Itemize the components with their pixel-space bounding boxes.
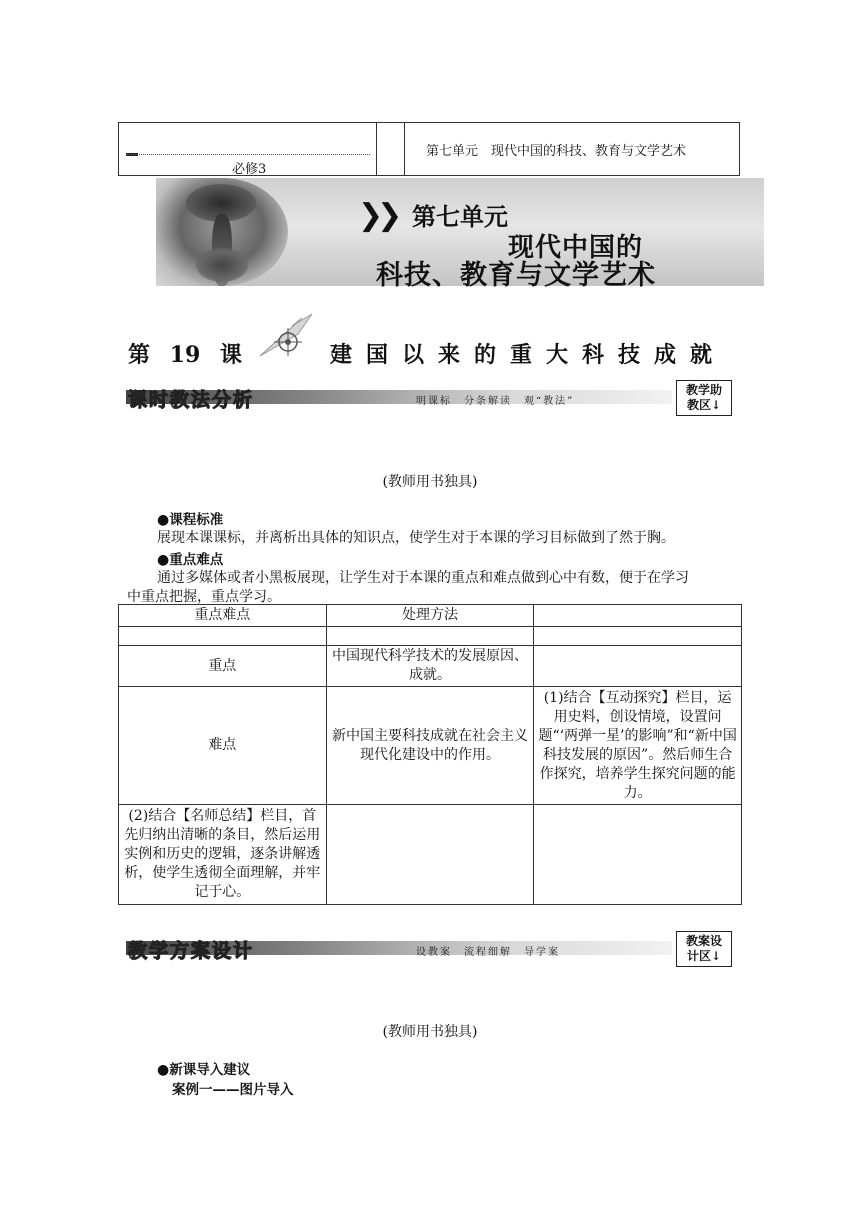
table-cell: 新中国主要科技成就在社会主义现代化建设中的作用。 [326,687,534,805]
section-bar-tag [676,931,732,967]
header-divider [404,122,405,176]
table-cell [534,627,742,646]
key-points-text-line1: 通过多媒体或者小黑板展现，让学生对于本课的重点和难点做到心中有数，便于在学习 [157,570,689,586]
section-bar-teaching-analysis [126,384,740,410]
banner-unit: 第七单元 [412,203,508,231]
table-row [119,646,742,687]
section-bar-tag-line2: 教区↓ [686,398,722,412]
table-cell: 中国现代科学技术的发展原因、成就。 [326,646,534,687]
banner-title-line3: 科技、教育与文学艺术 [376,260,656,291]
bullet-icon: ● [157,1062,170,1078]
key-points-heading-text: 重点难点 [169,552,224,568]
banner-title-line2: 现代中国的 [508,233,644,263]
bullet-icon: ● [157,552,170,568]
teacher-only-note: (教师用书独具) [382,474,478,490]
table-row [119,627,742,646]
header-unit-label: 第七单元 现代中国的科技、教育与文学艺术 [426,144,687,159]
section-bar-title: 教学方案设计 [128,940,255,962]
table-header-cell [534,605,742,627]
table-cell [534,805,742,905]
teacher-only-note: (教师用书独具) [382,1024,478,1040]
intro-heading [157,1058,250,1078]
course-standard-text: 展现本课课标，并离析出具体的知识点，使学生对于本课的学习目标做到了然于胸。 [157,530,675,546]
table-cell [119,627,327,646]
table-cell [326,805,534,905]
section-bar-tag-line1: 教案设 [685,934,722,948]
table-header-cell: 处理方法 [326,605,534,627]
header-divider [376,122,377,176]
table-cell [326,627,534,646]
section-bar-tag [676,380,732,416]
section-bar-subtitle: 设教案 流程细解 导学案 [416,947,560,958]
bullet-icon: ● [157,512,170,528]
section-bar-tag-line2: 计区↓ [686,949,722,963]
table-header-row [119,605,742,627]
key-points-table [118,604,742,905]
lesson-number: 第 19 课 [128,342,242,368]
lesson-title: 建国以来的重大科技成就 [330,342,727,368]
table-header-cell: 重点难点 [119,605,327,627]
header-volume-label: 必修3 [232,162,267,177]
table-cell: (1)结合【互动探究】栏目，运用史料，创设情境，设置问题“‘两弹一星’的影响”和“新中国科技发展的原因”。然后师生合作探究，培养学生探究问题的能力。 [534,687,742,805]
table-cell: 难点 [119,687,327,805]
key-points-text-line2: 中重点把握，重点学习。 [127,589,281,605]
header-dotted-rule [126,154,370,155]
section-bar-tag-line1: 教学助 [685,383,722,397]
intro-heading-text: 新课导入建议 [169,1062,251,1078]
key-points-heading [157,548,223,568]
mushroom-cloud-image [156,178,288,286]
intro-case-label: 案例一——图片导入 [172,1082,294,1098]
table-row [119,687,742,805]
course-standard-heading [157,508,223,528]
section-bar-title: 课时教法分析 [128,389,255,411]
table-cell: 重点 [119,646,327,687]
table-row [119,805,742,905]
section-bar-subtitle: 明课标 分条解读 观“教法” [416,396,575,407]
table-cell: (2)结合【名师总结】栏目，首先归纳出清晰的条目，然后运用实例和历史的逻辑，逐条讲解透析，使学生透彻全面理解，并牢记于心。 [119,805,327,905]
course-standard-heading-text: 课程标准 [169,512,224,528]
section-bar-lesson-plan [126,935,740,961]
double-chevron-icon: ❯❯ [358,198,397,233]
target-icon [256,312,314,360]
table-cell [534,646,742,687]
